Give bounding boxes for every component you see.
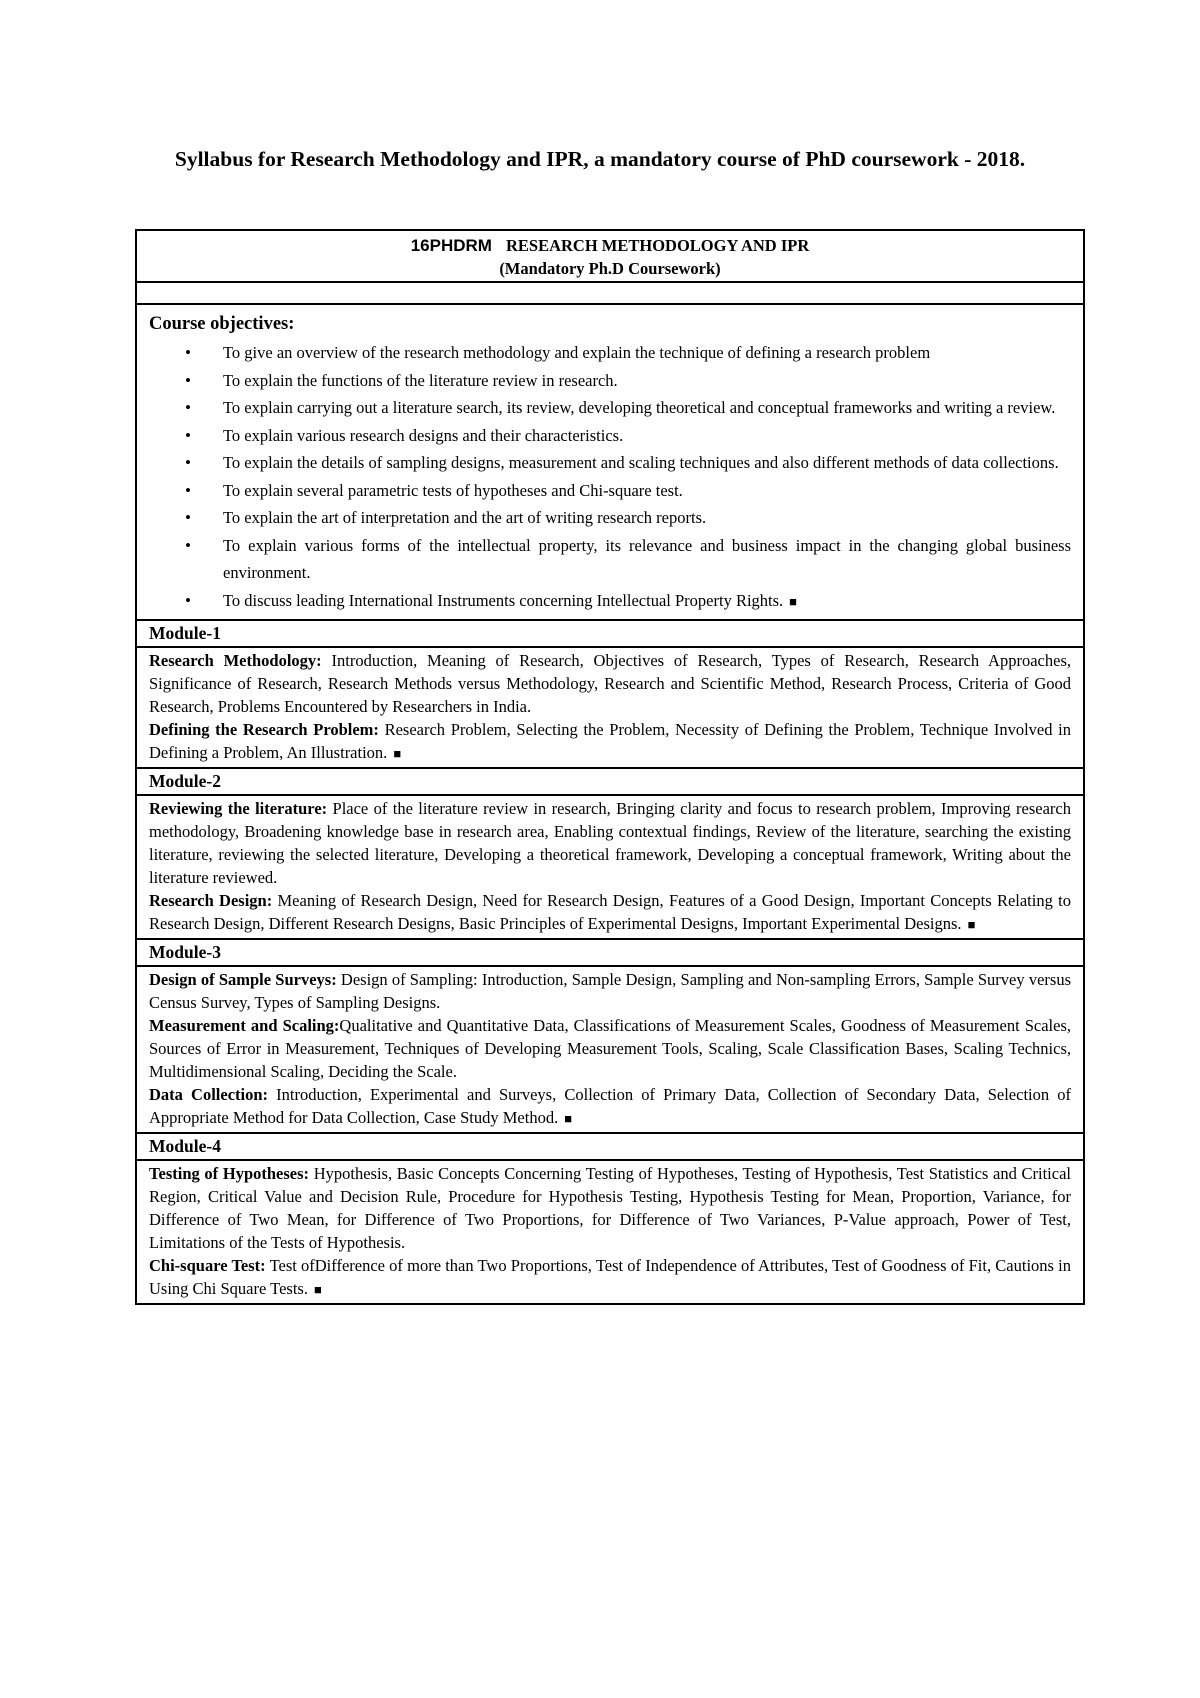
objective-text: To explain various forms of the intellectual property, its relevance and business impact in the changing global business environment. (223, 535, 1071, 582)
module-2-content-cell (136, 795, 1084, 939)
objective-text: To explain the functions of the literature review in research. (223, 370, 618, 390)
module-1-label-cell (136, 620, 1084, 647)
objective-item (223, 532, 1071, 587)
topic-heading: Data Collection: (149, 1085, 269, 1104)
topic-text: Test ofDifference of more than Two Proportions, Test of Independence of Attributes, Test of Goodness of Fit, Cautions in Using Chi Square Tests. (149, 1256, 1071, 1298)
module-3-content-cell (136, 966, 1084, 1133)
objective-item (223, 449, 1071, 477)
end-mark: ■ (313, 1282, 322, 1297)
topic-text: Research Problem, Selecting the Problem, Necessity of Defining the Problem, Technique Involved in Defining a Problem, An Illustration. (149, 720, 1071, 762)
module-1-label: Module-1 (149, 623, 221, 643)
topic-text: Introduction, Meaning of Research, Objectives of Research, Types of Research, Research Approaches, Significance of Research, Research Methods versus Methodology, Research and Scientific Method, Research Process, Criteria of Good Research, Problems Encountered by Researchers in India. (149, 651, 1071, 716)
module-4-topic-2 (149, 1254, 1071, 1301)
objective-item (223, 367, 1071, 395)
module-3-topic-2 (149, 1014, 1071, 1083)
topic-text: Place of the literature review in research, Bringing clarity and focus to research problem, Improving research methodology, Broadening knowledge base in research area, Enabling contextual findings, Review of the literature, searching the existing literature, reviewing the selected literature, Developing a theoretical framework, Developing a conceptual framework, Writing about the literature reviewed. (149, 799, 1071, 887)
module-1-label-row (136, 620, 1084, 647)
module-3-content-row (136, 966, 1084, 1133)
topic-heading: Research Methodology: (149, 651, 322, 670)
topic-heading: Design of Sample Surveys: (149, 970, 337, 989)
course-subtitle: (Mandatory Ph.D Coursework) (499, 259, 721, 278)
module-4-topic-1 (149, 1162, 1071, 1254)
module-2-topic-1 (149, 797, 1071, 889)
module-1-topic-1 (149, 649, 1071, 718)
course-header-cell (136, 230, 1084, 282)
objective-item (223, 587, 1071, 616)
document-title: Syllabus for Research Methodology and IPR, a mandatory course of PhD coursework - 2018. (174, 147, 1026, 171)
end-mark: ■ (564, 1111, 573, 1126)
objective-text: To explain carrying out a literature search, its review, developing theoretical and conceptual frameworks and writing a review. (223, 398, 1056, 417)
objective-text: To explain various research designs and their characteristics. (223, 425, 624, 445)
topic-heading: Research Design: (149, 891, 273, 910)
spacer-row (136, 282, 1084, 304)
module-4-content-row (136, 1160, 1084, 1304)
topic-text: Design of Sampling: Introduction, Sample Design, Sampling and Non-sampling Errors, Sample Survey versus Census Survey, Types of Sampling Designs. (149, 970, 1071, 1012)
module-3-topic-3 (149, 1083, 1071, 1130)
module-3-label: Module-3 (149, 942, 221, 962)
module-2-label: Module-2 (149, 771, 221, 791)
module-1-content-cell (136, 647, 1084, 768)
objectives-list (149, 339, 1071, 615)
topic-text: Qualitative and Quantitative Data, Classifications of Measurement Scales, Goodness of Measurement Scales, Sources of Error in Measurement, Techniques of Developing Measurement Tools, Scaling, Scale Classification Bases, Scaling Technics, Multidimensional Scaling, Deciding the Scale. (149, 1016, 1072, 1081)
objectives-cell (136, 304, 1084, 620)
objective-item (223, 504, 1071, 532)
topic-heading: Chi-square Test: (149, 1256, 266, 1275)
course-code: 16PHDRM (410, 236, 492, 255)
module-2-label-row (136, 768, 1084, 795)
topic-heading: Defining the Research Problem: (149, 720, 379, 739)
module-1-content-row (136, 647, 1084, 768)
topic-text: Meaning of Research Design, Need for Research Design, Features of a Good Design, Important Concepts Relating to Research Design, Different Research Designs, Basic Principles of Experimental Designs, Important Experimental Designs. (149, 891, 1071, 933)
topic-text: Hypothesis, Basic Concepts Concerning Testing of Hypotheses, Testing of Hypothesis, Test Statistics and Critical Region, Critical Value and Decision Rule, Procedure for Hypothesis Testing, Hypothesis Testing for Mean, Proportion, Variance, for Difference of Two Mean, for Difference of Two Proportions, for Difference of Two Variances, P-Value approach, Power of Test, Limitations of the Tests of Hypothesis. (149, 1164, 1071, 1252)
syllabus-table (135, 229, 1085, 1305)
module-4-label-row (136, 1133, 1084, 1160)
objective-item (223, 394, 1071, 422)
objective-item (223, 422, 1071, 450)
module-4-label: Module-4 (149, 1136, 221, 1156)
module-3-label-cell (136, 939, 1084, 966)
objective-text: To explain several parametric tests of hypotheses and Chi-square test. (223, 480, 683, 500)
end-mark: ■ (967, 917, 976, 932)
topic-heading: Measurement and Scaling: (149, 1016, 340, 1035)
topic-heading: Testing of Hypotheses: (149, 1164, 310, 1183)
module-3-label-row (136, 939, 1084, 966)
topic-heading: Reviewing the literature: (149, 799, 328, 818)
course-title: RESEARCH METHODOLOGY AND IPR (505, 236, 810, 255)
course-header-row (136, 230, 1084, 282)
module-4-content-cell (136, 1160, 1084, 1304)
objective-item (223, 477, 1071, 505)
module-2-label-cell (136, 768, 1084, 795)
module-1-topic-2 (149, 718, 1071, 765)
topic-text: Introduction, Experimental and Surveys, Collection of Primary Data, Collection of Secondary Data, Selection of Appropriate Method for Data Collection, Case Study Method. (149, 1085, 1071, 1127)
end-mark: ■ (789, 593, 798, 609)
objective-text: To explain the art of interpretation and the art of writing research reports. (223, 508, 707, 527)
module-2-content-row (136, 795, 1084, 939)
module-3-topic-1 (149, 968, 1071, 1014)
end-mark: ■ (393, 746, 402, 761)
objective-text: To discuss leading International Instruments concerning Intellectual Property Rights. (223, 590, 784, 610)
objectives-heading: Course objectives: (149, 314, 295, 334)
module-2-topic-2 (149, 889, 1071, 936)
objective-item (223, 339, 1071, 367)
objective-text: To give an overview of the research methodology and explain the technique of defining a research problem (223, 343, 931, 362)
objective-text: To explain the details of sampling designs, measurement and scaling techniques and also different methods of data collections. (223, 453, 1059, 472)
objectives-row (136, 304, 1084, 620)
spacer-cell (136, 282, 1084, 304)
module-4-label-cell (136, 1133, 1084, 1160)
